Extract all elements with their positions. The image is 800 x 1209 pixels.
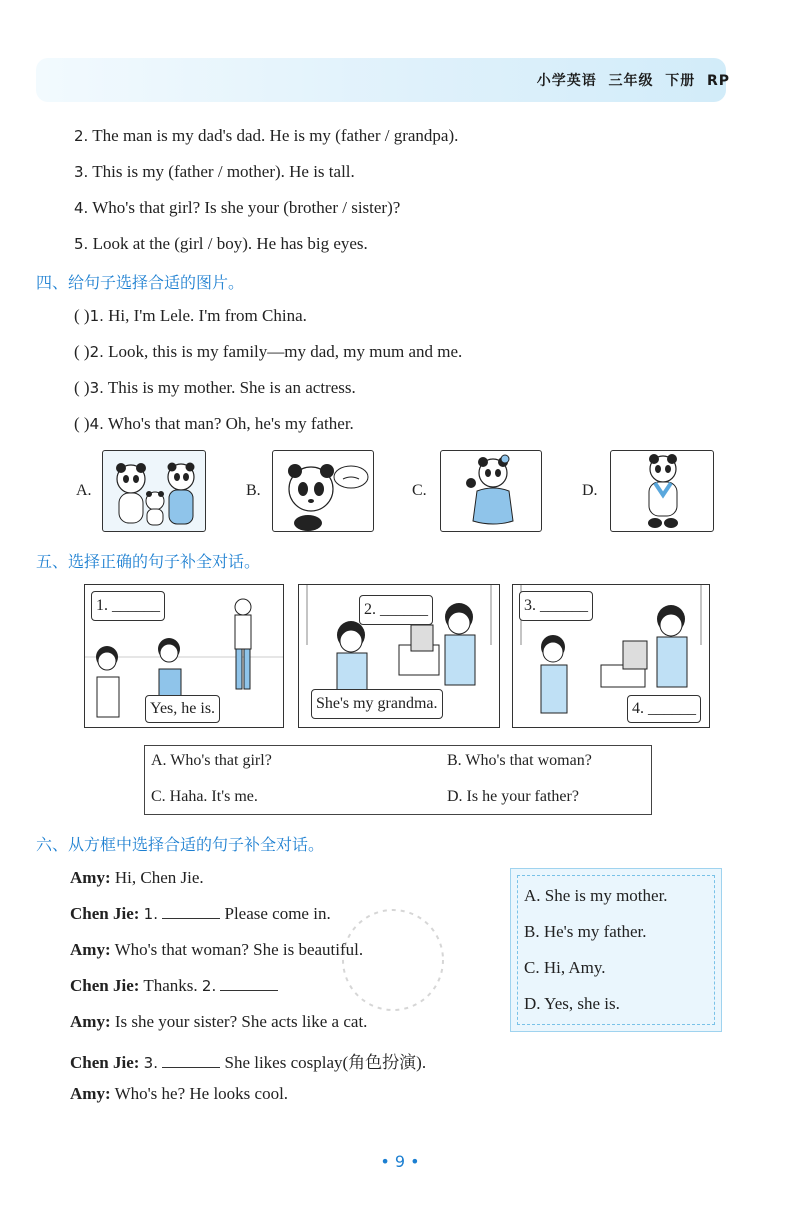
dialogue-line-4: Chen Jie: Thanks. 2. — [70, 976, 278, 996]
box-option-d: D. Yes, she is. — [524, 994, 620, 1013]
scene-2 — [298, 584, 500, 728]
choices-box — [144, 745, 652, 815]
section-title-5: 五、选择正确的句子补全对话。 — [36, 552, 261, 571]
picture-c-mother-panda — [440, 450, 542, 532]
question-3-5: 5. Look at the (girl / boy). He has big eyes. — [74, 234, 368, 253]
option-d-label: D. — [582, 482, 598, 499]
scene-1 — [84, 584, 284, 728]
dialogue-line-6: Chen Jie: 3. She likes cosplay(角色扮演). — [70, 1053, 427, 1072]
dialogue-line-5: Amy: Is she your sister? She acts like a cat. — [70, 1012, 368, 1031]
watermark-stamp — [318, 898, 468, 1028]
scene-3-question-bubble: 3. ______ — [519, 591, 593, 621]
box-option-a: A. She is my mother. — [524, 886, 668, 905]
blank-2[interactable] — [220, 976, 278, 991]
picture-d-father-panda — [610, 450, 714, 532]
scene-2-question-bubble: 2. ______ — [359, 595, 433, 625]
section-title-4: 四、给句子选择合适的图片。 — [36, 273, 245, 292]
question-3-4: 4. Who's that girl? Is she your (brother / sister)? — [74, 198, 401, 217]
question-4-4: ( )4. Who's that man? Oh, he's my father. — [74, 414, 354, 433]
question-4-1: ( )1. Hi, I'm Lele. I'm from China. — [74, 306, 307, 325]
answer-options-box — [510, 868, 722, 1032]
scene-1-question-bubble: 1. ______ — [91, 591, 165, 621]
dialogue-line-1: Amy: Hi, Chen Jie. — [70, 868, 204, 887]
choice-c: C. Haha. It's me. — [151, 788, 258, 805]
book-title: 小学英语 三年级 下册 RP — [536, 73, 730, 89]
scene-1-answer-bubble: Yes, he is. — [145, 695, 220, 723]
question-4-2: ( )2. Look, this is my family—my dad, my mum and me. — [74, 342, 463, 361]
blank-1[interactable] — [162, 904, 220, 919]
dialogue-line-2: Chen Jie: 1. Please come in. — [70, 904, 331, 923]
picture-a-panda-family — [102, 450, 206, 532]
blank-3[interactable] — [162, 1053, 220, 1068]
question-4-3: ( )3. This is my mother. She is an actress. — [74, 378, 356, 397]
option-b-label: B. — [246, 482, 261, 499]
page-number: • 9 • — [380, 1152, 420, 1171]
dialogue-line-3: Amy: Who's that woman? She is beautiful. — [70, 940, 364, 959]
dialogue-line-7: Amy: Who's he? He looks cool. — [70, 1084, 289, 1103]
question-3-2: 2. The man is my dad's dad. He is my (father / grandpa). — [74, 126, 459, 145]
scene-3 — [512, 584, 710, 728]
section-title-6: 六、从方框中选择合适的句子补全对话。 — [36, 835, 325, 854]
choice-d: D. Is he your father? — [447, 788, 579, 805]
choice-a: A. Who's that girl? — [151, 752, 272, 769]
box-option-c: C. Hi, Amy. — [524, 958, 606, 977]
scene-2-answer-bubble: She's my grandma. — [311, 689, 443, 719]
picture-b-panda-speaking — [272, 450, 374, 532]
option-c-label: C. — [412, 482, 427, 499]
scene-3-answer-bubble: 4. ______ — [627, 695, 701, 723]
choice-b: B. Who's that woman? — [447, 752, 592, 769]
option-a-label: A. — [76, 482, 92, 499]
box-option-b: B. He's my father. — [524, 922, 647, 941]
question-3-3: 3. This is my (father / mother). He is tall. — [74, 162, 355, 181]
